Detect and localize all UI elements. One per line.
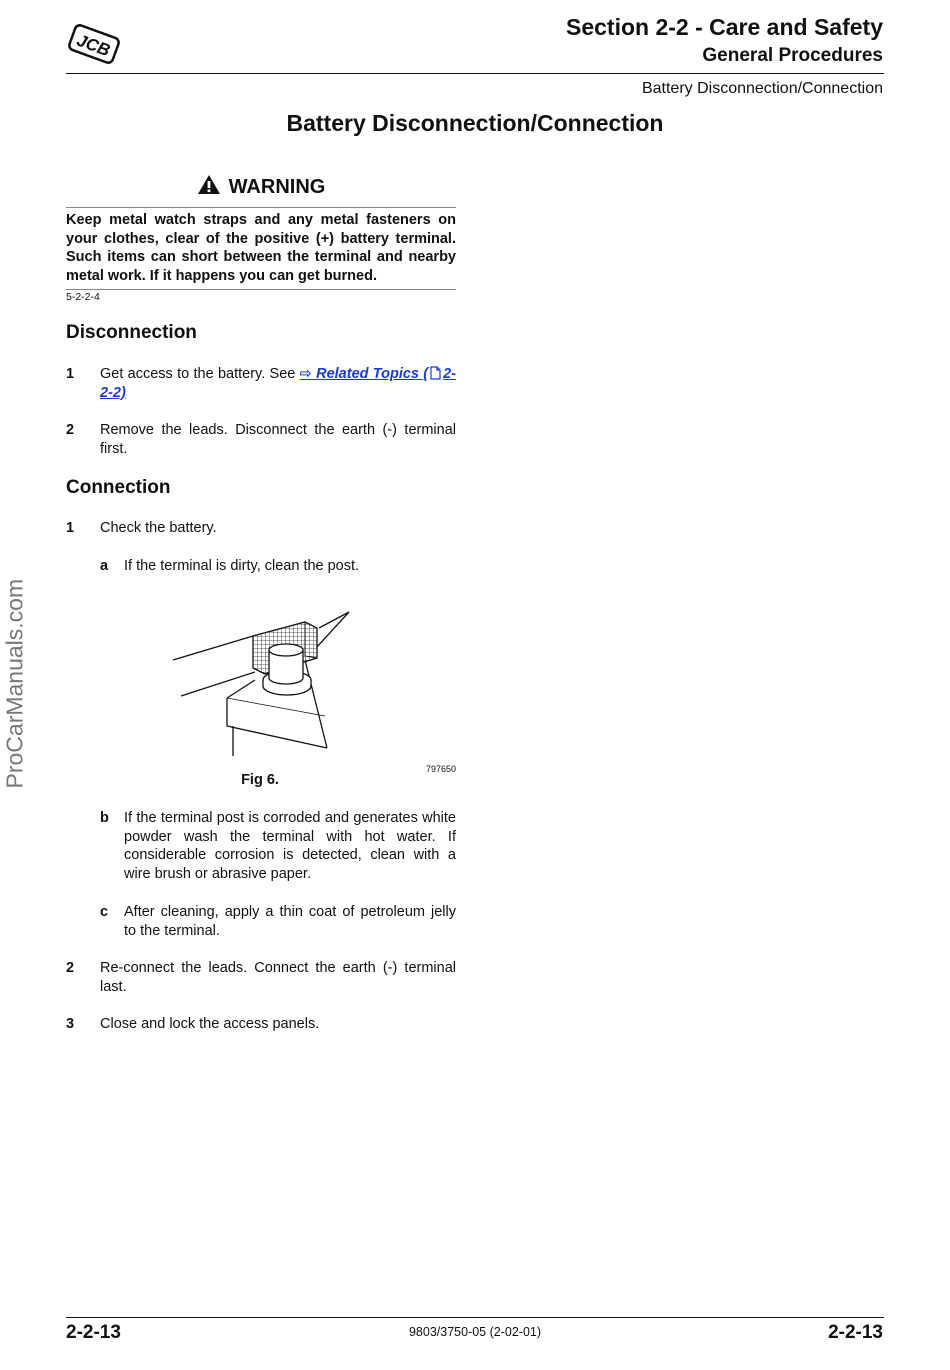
watermark: ProCarManuals.com <box>1 578 28 789</box>
substep-letter: c <box>100 904 109 920</box>
page-number-right: 2-2-13 <box>828 1322 883 1343</box>
warning-code: 5-2-2-4 <box>66 291 100 303</box>
step-number: 1 <box>66 366 75 382</box>
right-arrow-icon: ⇨ <box>299 366 312 382</box>
substep-letter: b <box>100 810 109 826</box>
page-number-left: 2-2-13 <box>66 1322 121 1343</box>
warning-heading <box>66 174 456 199</box>
figure-code: 797650 <box>425 764 456 774</box>
document-icon <box>430 366 441 380</box>
substep-letter: a <box>100 558 109 574</box>
warning-triangle-icon <box>197 174 221 195</box>
related-topics-label: Related Topics ( <box>316 366 429 382</box>
figure-caption: Fig 6. <box>241 772 279 788</box>
connection-substep-c <box>100 903 456 940</box>
substep-text: If the terminal is dirty, clean the post. <box>124 558 360 574</box>
section-title: Section 2-2 - Care and Safety <box>566 14 883 40</box>
topic-breadcrumb: Battery Disconnection/Connection <box>641 80 883 97</box>
warning-text: Keep metal watch straps and any metal fasteners on your clothes, clear of the positive (+) battery terminal. Such items can short between the terminal and nearby metal work. If it happens you can get burned. <box>66 212 456 284</box>
footer-divider <box>66 1317 884 1318</box>
header-divider <box>66 73 884 74</box>
disconnection-step-2 <box>66 421 456 458</box>
document-reference: 9803/3750-05 (2-02-01) <box>408 1325 542 1339</box>
step-text: Get access to the battery. See <box>100 366 296 382</box>
substep-text: After cleaning, apply a thin coat of petroleum jelly to the terminal. <box>124 904 456 939</box>
warning-top-rule <box>66 207 456 208</box>
disconnection-heading: Disconnection <box>66 322 197 343</box>
warning-bottom-rule <box>66 289 456 290</box>
connection-step-1 <box>66 519 456 538</box>
disconnection-step-1 <box>66 365 456 402</box>
step-text: Close and lock the access panels. <box>100 1016 320 1032</box>
page-title: Battery Disconnection/Connection <box>286 110 664 136</box>
step-text: Re-connect the leads. Connect the earth (-) terminal last. <box>100 960 456 995</box>
battery-terminal-figure <box>165 600 365 758</box>
connection-substep-b <box>100 809 456 883</box>
related-topics-ref: 2-2-2) <box>100 366 457 401</box>
connection-step-3 <box>66 1015 456 1034</box>
section-subtitle: General Procedures <box>702 45 883 66</box>
connection-substep-a <box>100 557 456 576</box>
step-number: 1 <box>66 520 75 536</box>
jcb-logo <box>66 22 122 66</box>
step-text: Check the battery. <box>100 520 217 536</box>
step-number: 3 <box>66 1016 75 1032</box>
step-number: 2 <box>66 960 75 976</box>
step-number: 2 <box>66 422 75 438</box>
connection-step-2 <box>66 959 456 996</box>
svg-text:JCB: JCB <box>74 30 113 61</box>
warning-label: WARNING <box>228 176 326 198</box>
step-text: Remove the leads. Disconnect the earth (-) terminal first. <box>100 422 456 457</box>
connection-heading: Connection <box>66 477 171 498</box>
substep-text: If the terminal post is corroded and generates white powder wash the terminal with hot water. If considerable corrosion is detected, clean with a wire brush or abrasive paper. <box>124 810 456 882</box>
